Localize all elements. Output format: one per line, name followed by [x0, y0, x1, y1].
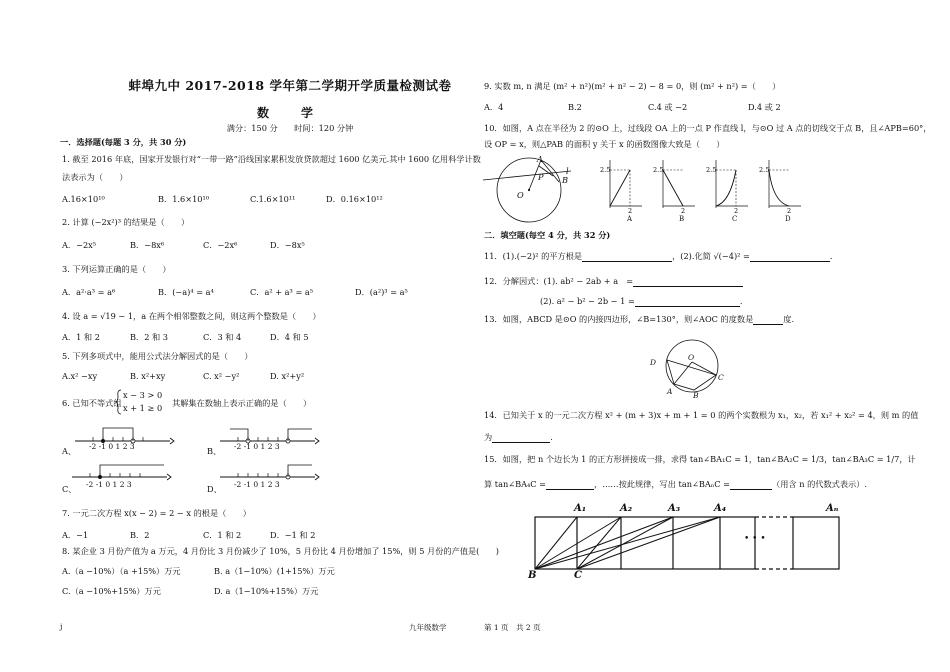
- q10-label-A: A: [537, 154, 543, 164]
- q11-text1: 11．(1).(−2)² 的平方根是: [484, 251, 583, 261]
- q14-line1: 14．已知关于 x 的一元二次方程 x² + (m + 3)x + m + 1 = 0 的两个实数根为 x₁，x₂，若 x₁² + x₂² = 4，则 m 的值: [484, 410, 919, 420]
- q5-option-d: D. x²+y²: [270, 371, 305, 381]
- exam-title: 蚌埠九中 2017-2018 学年第二学期开学质量检测试卷: [128, 78, 452, 93]
- q13-label-D: D: [650, 358, 657, 367]
- q6-axis-text-a: -2 -1 0 1 2 3: [89, 442, 135, 451]
- q9-stem: 9. 实数 m, n 满足 (m² + n²)(m² + n² − 2) − 8 = 0，则 (m² + n²) =（ ）: [484, 81, 781, 91]
- q10-graph-b-label: B: [679, 215, 685, 223]
- q10-label-P: P: [538, 172, 544, 182]
- q6-axis-text-b: -2 -1 0 1 2 3: [234, 442, 280, 451]
- q7-option-a: A．−1: [62, 530, 89, 540]
- q3-option-d: D．(a²)³ = a⁵: [355, 287, 408, 297]
- q12-text1: 12．分解因式：(1). ab² − 2ab + a =: [484, 276, 634, 286]
- q5-option-b: B. x²+xy: [130, 371, 166, 381]
- q10-graph-c-xmark: 2: [734, 207, 739, 215]
- q6-system-1: x − 3 > 0: [123, 390, 163, 400]
- q14-end: .: [550, 432, 553, 442]
- q10-circle-figure: [483, 152, 573, 224]
- q2-option-c: C．−2x⁶: [203, 240, 238, 250]
- q10-label-l: l: [566, 166, 569, 176]
- section-choice: 一．选择题(每题 3 分，共 30 分): [60, 137, 187, 147]
- q1-option-a: A.16×10¹⁰: [62, 194, 105, 204]
- q11-blank2[interactable]: [750, 252, 830, 262]
- q11-part1: [484, 251, 833, 262]
- q8-option-a: A.（a −10%）（a +15%）万元: [62, 566, 181, 576]
- q10-graph-a-label: A: [627, 215, 633, 223]
- q3-option-c: C．a² + a³ = a⁵: [250, 287, 314, 297]
- q8-option-c: C.（a −10%+15%）万元: [62, 586, 161, 596]
- q9-option-d: D.4 或 2: [748, 102, 781, 112]
- q15-text4: （用含 n 的代数式表示）.: [772, 479, 867, 489]
- q10-graph-d-ymark: 2.5: [759, 166, 770, 174]
- q1-option-d: D．0.16×10¹²: [326, 194, 383, 204]
- q13-line: [484, 314, 794, 325]
- q15-label-A4: A₄: [714, 503, 727, 514]
- q15-line2: [484, 479, 867, 490]
- q6-label-c: C、: [62, 484, 77, 494]
- q9-option-c: C.4 或 −2: [648, 102, 688, 112]
- q4-option-a: A．1 和 2: [62, 332, 100, 342]
- q15-label-An: Aₙ: [826, 503, 839, 514]
- q13-label-O: O: [688, 353, 695, 362]
- q5-stem: 5. 下列多项式中，能用公式法分解因式的是（ ）: [62, 351, 253, 361]
- q13-blank[interactable]: [753, 315, 783, 325]
- q10-graph-b-xmark: 2: [681, 207, 686, 215]
- q1-option-c: C.1.6×10¹¹: [250, 194, 296, 204]
- q1-stem-line1: 1. 截至 2016 年底，国家开发银行对“一带一路”沿线国家累积发放贷款超过 1600 亿美元.其中 1600 亿用科学计数: [62, 154, 481, 164]
- q12-end: .: [739, 296, 743, 306]
- q6-stem-post: 其解集在数轴上表示正确的是（ ）: [172, 398, 312, 408]
- q12-part1: [484, 276, 743, 287]
- q14-line2: [484, 432, 553, 443]
- q4-stem: 4. 设 a = √19 − 1，a 在两个相邻整数之间，则这两个整数是（ ）: [62, 311, 321, 321]
- q10-stem-line2: 设 OP = x，则△PAB 的面积 y 关于 x 的函数图像大致是（ ）: [484, 139, 725, 149]
- q10-graph-b-ymark: 2.5: [653, 166, 664, 174]
- q6-stem-pre: 6. 已知不等式组: [62, 398, 122, 408]
- q6-brace: [116, 389, 122, 415]
- q1-stem-line2: 法表示为（ ）: [62, 172, 128, 182]
- q15-figure: [525, 505, 845, 573]
- q10-graph-c-label: C: [732, 215, 738, 223]
- q10-graph-c-ymark: 2.5: [706, 166, 717, 174]
- q3-option-b: B．(−a)⁴ = a⁴: [158, 287, 214, 297]
- q2-option-a: A．−2x⁵: [62, 240, 97, 250]
- q9-option-a: A．4: [484, 102, 504, 112]
- q10-label-B: B: [562, 175, 569, 185]
- q15-blank1[interactable]: [546, 480, 594, 490]
- section-fill: 二．填空题(每空 4 分，共 32 分): [484, 230, 611, 240]
- q15-label-B: B: [528, 570, 537, 581]
- q5-option-a: A.x² −xy: [62, 371, 98, 381]
- q15-label-A2: A₂: [620, 503, 633, 514]
- q6-system-2: x + 1 ≥ 0: [123, 403, 163, 413]
- q11-text2: ，(2).化简 √(−4)² =: [672, 251, 750, 261]
- q15-text2: 算 tan∠BA₄C =: [484, 479, 547, 489]
- q6-axis-text-d: -2 -1 0 1 2 3: [234, 480, 280, 489]
- q15-label-A1: A₁: [574, 503, 587, 514]
- q6-label-a: A、: [62, 446, 77, 456]
- q2-stem: 2. 计算 (−2x²)³ 的结果是（ ）: [62, 217, 190, 227]
- exam-info: 满分：150 分 时间：120 分钟: [226, 123, 354, 133]
- q2-option-d: D．−8x⁵: [270, 240, 305, 250]
- q15-text3: ，……按此规律，写出 tan∠BAₙC =: [594, 479, 731, 489]
- q12-blank1[interactable]: [633, 277, 743, 287]
- q4-option-d: D．4 和 5: [270, 332, 309, 342]
- q10-graph-d-xmark: 2: [787, 207, 792, 215]
- footer-left: j: [60, 622, 63, 631]
- q9-option-b: B.2: [568, 102, 582, 112]
- footer-page: 第 1 页 共 2 页: [484, 623, 541, 632]
- q12-blank2[interactable]: [635, 297, 740, 307]
- q6-axis-text-c: -2 -1 0 1 2 3: [86, 480, 132, 489]
- q15-label-C: C: [574, 570, 582, 581]
- q10-graph-d-label: D: [785, 215, 791, 223]
- q13-label-A: A: [667, 387, 673, 396]
- q8-option-b: B. a（1−10%）(1+15%）万元: [214, 566, 335, 576]
- q6-label-d: D、: [207, 484, 222, 494]
- q8-option-d: D. a（1−10%+15%）万元: [214, 586, 319, 596]
- q3-stem: 3. 下列运算正确的是（ ）: [62, 264, 171, 274]
- q10-graph-a-ymark: 2.5: [600, 166, 611, 174]
- q15-line1: 15．如图，把 n 个边长为 1 的正方形拼接成一排，求得 tan∠BA₁C = 1，tan∠BA₂C = 1/3，tan∠BA₃C = 1/7，计: [484, 454, 916, 464]
- q12-part2: [540, 296, 742, 307]
- q11-blank1[interactable]: [582, 252, 672, 262]
- q3-option-a: A．a²·a³ = a⁶: [62, 287, 116, 297]
- q4-option-c: C．3 和 4: [203, 332, 242, 342]
- q7-option-c: C．1 和 2: [203, 530, 242, 540]
- q1-option-b: B．1.6×10¹⁰: [158, 194, 210, 204]
- q14-text2: 为: [484, 432, 493, 442]
- q13-label-B: B: [693, 391, 699, 400]
- q14-blank[interactable]: [492, 433, 550, 443]
- q13-text: 13．如图，ABCD 是⊙O 的内接四边形，∠B=130°，则∠AOC 的度数是: [484, 314, 754, 324]
- q10-label-O: O: [517, 190, 524, 200]
- q7-option-d: D．−1 和 2: [270, 530, 316, 540]
- q13-figure: [652, 338, 732, 398]
- q15-dots: • • •: [744, 534, 766, 544]
- q7-option-b: B．2: [130, 530, 150, 540]
- q13-label-C: C: [718, 373, 724, 382]
- q4-option-b: B．2 和 3: [130, 332, 169, 342]
- footer-center: 九年级数学: [409, 623, 447, 632]
- q10-stem-line1: 10．如图，A 点在半径为 2 的⊙O 上，过线段 OA 上的一点 P 作直线 l，与⊙O 过 A 点的切线交于点 B，且∠APB=60°，: [484, 123, 932, 133]
- subject-heading: 数 学: [256, 106, 323, 120]
- q11-end: .: [829, 251, 833, 261]
- q7-stem: 7. 一元二次方程 x(x − 2) = 2 − x 的根是（ ）: [62, 508, 251, 518]
- q6-label-b: B、: [207, 446, 222, 456]
- q15-label-A3: A₃: [668, 503, 681, 514]
- q5-option-c: C. x² −y²: [203, 371, 240, 381]
- q12-text2: (2). a² − b² − 2b − 1 =: [540, 296, 635, 306]
- q10-graph-a-xmark: 2: [628, 207, 633, 215]
- q15-blank2[interactable]: [730, 480, 772, 490]
- q2-option-b: B．−8x⁶: [130, 240, 165, 250]
- q13-end: 度.: [783, 314, 795, 324]
- q8-stem: 8. 某企业 3 月份产值为 a 万元，4 月份比 3 月份减少了 10%，5 月份比 4 月份增加了 15%，则 5 月份的产值是( ): [62, 546, 499, 556]
